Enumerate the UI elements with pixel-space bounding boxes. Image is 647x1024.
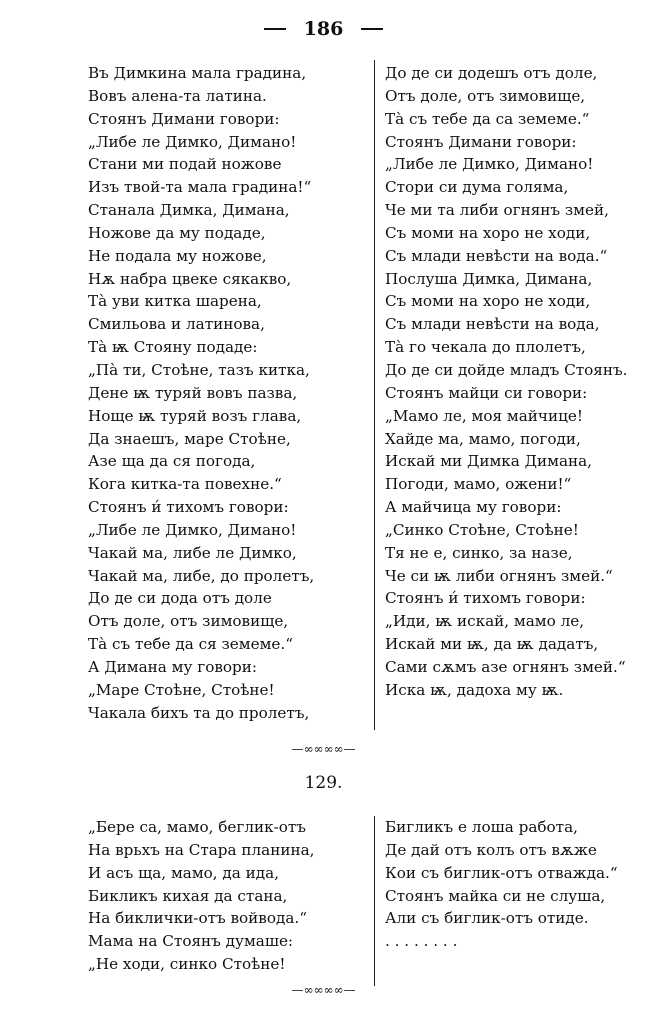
left-dash — [264, 28, 286, 30]
verse-line: Стоянъ майка си не слуша, — [385, 886, 606, 905]
section-ornament — [0, 742, 647, 756]
ornament-glyph: —∞∞∞∞— — [291, 742, 356, 756]
verse-line: Али съ биглик-отъ отиде. — [385, 909, 589, 928]
verse-line: Искай ми ѭ, да ѭ дадатъ, — [385, 635, 599, 654]
verse-line: Ноще ѭ туряй возъ глава, — [88, 406, 302, 425]
verse-line: Тà го чекала до плолетъ, — [385, 338, 586, 357]
poem-number: 129. — [304, 773, 343, 793]
verse-line: Кога китка-та повехне.“ — [88, 475, 282, 494]
verse-line: Отъ доле, отъ зимовище, — [385, 86, 586, 105]
verse-line: Станала Димка, Димана, — [88, 201, 290, 220]
verse-line: Съ моми на хоро не ходи, — [385, 292, 591, 311]
verse-line: А майчица му говори: — [385, 498, 562, 517]
column-divider — [374, 816, 375, 986]
verse-line: Тя не е, синко, за назе, — [385, 543, 573, 562]
verse-line: На биклички-отъ войвода.“ — [88, 909, 307, 928]
verse-line: Послуша Димка, Димана, — [385, 269, 593, 288]
page-header — [0, 18, 647, 40]
verse-line: Стоянъ и́ тихомъ говори: — [88, 498, 289, 517]
verse-line: А Димана му говори: — [88, 657, 258, 676]
verse-line: До де си дойде младъ Стоянъ. — [385, 360, 628, 379]
verse-line: Искай ми Димка Димана, — [385, 452, 593, 471]
verse-line: Въ Димкина мала градина, — [88, 64, 307, 82]
verse-line: Че си ѭ либи огнянъ змей.“ — [385, 566, 613, 585]
verse-line: Мама на Стоянъ думаше: — [88, 932, 294, 951]
verse-line: Съ млади невѣсти на вода, — [385, 315, 600, 334]
verse-line: Азе ща да ся погода, — [88, 452, 256, 471]
verse-line: Бигликъ е лоша работа, — [385, 818, 578, 836]
verse-line: И асъ ща, мамо, да ида, — [88, 863, 280, 882]
verse-line: Хайде ма, мамо, погоди, — [385, 429, 581, 448]
verse-line: Иска ѭ, дадоха му ѭ. — [385, 680, 564, 699]
verse-line: Тà съ тебе да ся земеме.“ — [88, 635, 293, 654]
verse-line: Стоянъ Димани говори: — [385, 132, 577, 151]
verse-line: „Либе ле Димко, Димано! — [88, 520, 297, 539]
poem-128-right-column — [385, 62, 627, 702]
verse-line: „Либе ле Димко, Димано! — [88, 132, 297, 151]
verse-line: „Либе ле Димко, Димано! — [385, 155, 594, 174]
verse-line: Кои съ биглик-отъ отважда.“ — [385, 863, 618, 882]
verse-line: Стоянъ и́ тихомъ говори: — [385, 589, 586, 608]
verse-line: „Синко Стоѣне, Стоѣне! — [385, 520, 579, 539]
verse-line: Тà уви китка шарена, — [88, 292, 262, 311]
verse-line: На врьхъ на Стара планина, — [88, 840, 315, 859]
poem-128-left-column — [88, 62, 314, 724]
verse-line: Дене ѭ туряй вовъ пазва, — [88, 383, 298, 402]
verse-line: „Мамо ле, моя майчице! — [385, 406, 583, 425]
verse-line: Чакала бихъ та до пролетъ, — [88, 703, 310, 722]
poem-129-left-column — [88, 816, 315, 976]
ornament-glyph: —∞∞∞∞— — [291, 983, 356, 997]
right-dash — [361, 28, 383, 30]
verse-line: „Не ходи, синко Стоѣне! — [88, 955, 286, 974]
verse-line: Стоянъ майци си говори: — [385, 383, 588, 402]
verse-line: Отъ доле, отъ зимовище, — [88, 612, 289, 631]
verse-line: . . . . . . . . — [385, 932, 458, 951]
verse-line: Чакай ма, либе, до пролетъ, — [88, 566, 315, 585]
verse-line: Ножове да му подаде, — [88, 223, 266, 242]
end-ornament — [0, 983, 647, 997]
verse-line: Стани ми подай ножове — [88, 155, 282, 174]
verse-line: Нѫ набра цвеке сякакво, — [88, 269, 292, 288]
page-number: 186 — [303, 18, 344, 40]
verse-line: Тà ѭ Стояну подаде: — [88, 338, 258, 357]
verse-line: Съ моми на хоро не ходи, — [385, 223, 591, 242]
verse-line: „Бере са, мамо, беглик-отъ — [88, 818, 306, 836]
verse-line: Стори си дума голяма, — [385, 178, 569, 197]
verse-line: „Иди, ѭ искай, мамо ле, — [385, 612, 585, 631]
verse-line: Тà съ тебе да са земеме.“ — [385, 109, 590, 128]
verse-line: Чакай ма, либе ле Димко, — [88, 543, 297, 562]
column-divider — [374, 60, 375, 730]
poem-129-right-column — [385, 816, 618, 953]
verse-line: Погоди, мамо, ожени!“ — [385, 475, 572, 494]
verse-line: „Пà ти, Стоѣне, тазъ китка, — [88, 360, 310, 379]
verse-line: Смильова и латинова, — [88, 315, 265, 334]
verse-line: До де си додешъ отъ доле, — [385, 64, 598, 82]
verse-line: Сами сѫмъ азе огнянъ змей.“ — [385, 657, 626, 676]
verse-line: Де дай отъ колъ отъ вѫже — [385, 840, 597, 859]
verse-line: Че ми та либи огнянъ змей, — [385, 201, 609, 220]
verse-line: Съ млади невѣсти на вода.“ — [385, 246, 608, 265]
verse-line: До де си дода отъ доле — [88, 589, 272, 608]
verse-line: Да знаешъ, маре Стоѣне, — [88, 429, 291, 448]
verse-line: Бикликъ кихая да стана, — [88, 886, 288, 905]
verse-line: Изъ твой-та мала градина!“ — [88, 178, 312, 197]
verse-line: „Маре Стоѣне, Стоѣне! — [88, 680, 275, 699]
verse-line: Вовъ алена-та латина. — [88, 86, 267, 105]
verse-line: Не подала му ножове, — [88, 246, 267, 265]
verse-line: Стоянъ Димани говори: — [88, 109, 280, 128]
